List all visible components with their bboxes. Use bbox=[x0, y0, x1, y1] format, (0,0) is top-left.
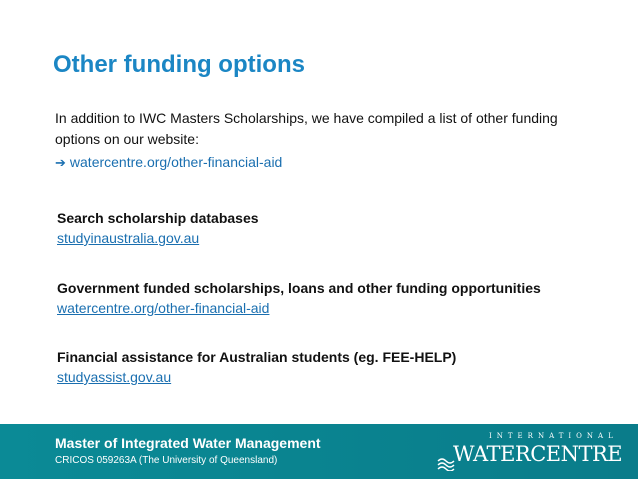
intro-link[interactable]: watercentre.org/other-financial-aid bbox=[69, 154, 283, 170]
footer-bar bbox=[0, 424, 638, 479]
section-government-funded bbox=[57, 278, 627, 319]
section-financial-assistance bbox=[57, 347, 627, 388]
logo-top-text: INTERNATIONAL bbox=[489, 432, 618, 440]
section-link[interactable]: studyassist.gov.au bbox=[57, 369, 172, 385]
footer-subtitle: CRICOS 059263A (The University of Queensland) bbox=[55, 455, 278, 466]
logo-main-text: WATERCENTRE bbox=[453, 442, 623, 466]
footer-title: Master of Integrated Water Management bbox=[55, 435, 321, 451]
section-heading: Financial assistance for Australian students (eg. FEE-HELP) bbox=[57, 349, 457, 365]
intro-link-row[interactable] bbox=[55, 154, 282, 171]
page-title: Other funding options bbox=[53, 51, 305, 78]
arrow-right-icon: ➔ bbox=[55, 155, 66, 170]
section-link[interactable]: watercentre.org/other-financial-aid bbox=[57, 300, 270, 316]
section-heading: Government funded scholarships, loans and other funding opportunities bbox=[57, 280, 541, 296]
section-heading: Search scholarship databases bbox=[57, 210, 259, 226]
section-scholarship-databases bbox=[57, 208, 627, 249]
intro-text: In addition to IWC Masters Scholarships, we have compiled a list of other funding options on our website: bbox=[55, 110, 558, 147]
section-link[interactable]: studyinaustralia.gov.au bbox=[57, 230, 200, 246]
watercentre-logo bbox=[437, 430, 623, 474]
